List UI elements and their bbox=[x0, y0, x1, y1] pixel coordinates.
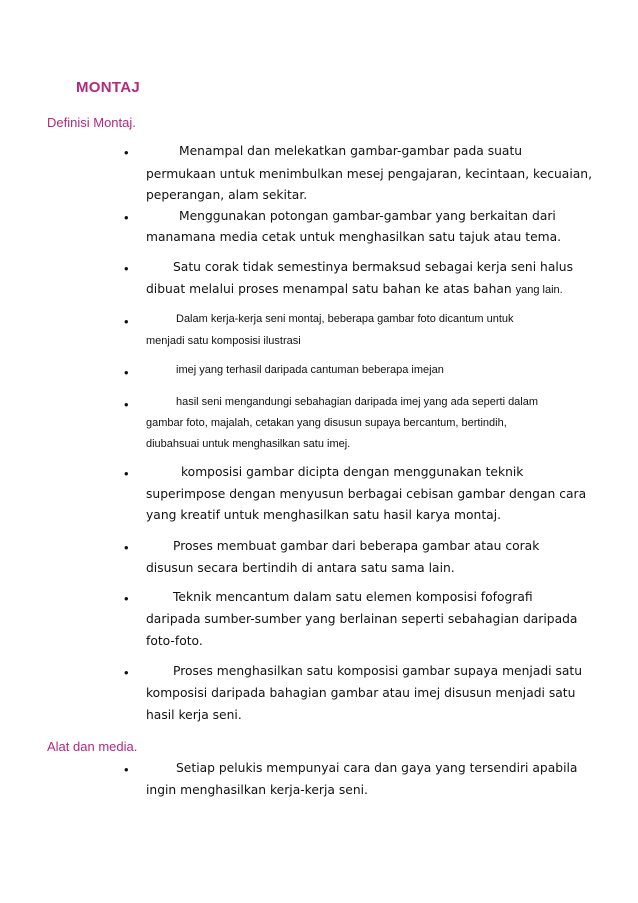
list-item-line: imej yang terhasil daripada cantuman beberapa imejan bbox=[176, 364, 444, 376]
document-title: MONTAJ bbox=[76, 79, 141, 96]
list-item-line: Menggunakan potongan gambar-gambar yang berkaitan dari bbox=[179, 209, 556, 223]
bullet-icon: • bbox=[124, 397, 129, 412]
list-item-line: Menampal dan melekatkan gambar-gambar pada suatu bbox=[179, 144, 523, 158]
list-item-line: Proses menghasilkan satu komposisi gambar supaya menjadi satu bbox=[173, 664, 583, 678]
list-item-line: menjadi satu komposisi ilustrasi bbox=[146, 335, 301, 347]
section-heading-alat-media: Alat dan media. bbox=[47, 739, 138, 754]
list-item-line: komposisi daripada bahagian gambar atau imej disusun menjadi satu bbox=[146, 686, 576, 700]
list-item-line: komposisi gambar dicipta dengan menggunakan teknik bbox=[181, 465, 524, 479]
bullet-icon: • bbox=[124, 261, 129, 276]
list-item-line: diubahsuai untuk menghasilkan satu imej. bbox=[146, 438, 351, 450]
bullet-icon: • bbox=[124, 540, 129, 555]
list-item-line: Teknik mencantum dalam satu elemen komposisi fofografi bbox=[173, 590, 533, 604]
list-item-line: daripada sumber-sumber yang berlainan seperti sebahagian daripada bbox=[146, 612, 578, 626]
list-item-line: yang kreatif untuk menghasilkan satu hasil karya montaj. bbox=[146, 508, 502, 522]
list-item-line: peperangan, alam sekitar. bbox=[146, 188, 308, 202]
section-heading-definisi: Definisi Montaj. bbox=[47, 115, 136, 130]
list-item-line: superimpose dengan menyusun berbagai cebisan gambar dengan cara bbox=[146, 487, 587, 501]
list-item-line: hasil kerja seni. bbox=[146, 708, 242, 722]
list-item-line: disusun secara bertindih di antara satu sama lain. bbox=[146, 561, 455, 575]
list-item-line: manamana media cetak untuk menghasilkan satu tajuk atau tema. bbox=[146, 230, 562, 244]
bullet-icon: • bbox=[124, 466, 129, 481]
list-item-line: Proses membuat gambar dari beberapa gambar atau corak bbox=[173, 539, 540, 553]
list-item-line: ingin menghasilkan kerja-kerja seni. bbox=[146, 783, 368, 797]
list-item-line: Satu corak tidak semestinya bermaksud sebagai kerja seni halus bbox=[173, 260, 573, 274]
bullet-icon: • bbox=[124, 665, 129, 680]
bullet-icon: • bbox=[124, 762, 129, 777]
bullet-icon: • bbox=[124, 145, 129, 160]
list-item-line: gambar foto, majalah, cetakan yang disusun supaya bercantum, bertindih, bbox=[146, 417, 507, 429]
list-item-line: permukaan untuk menimbulkan mesej pengajaran, kecintaan, kecuaian, bbox=[146, 167, 593, 181]
list-item-line: dibuat melalui proses menampal satu bahan ke atas bahan yang lain. bbox=[146, 282, 563, 296]
bullet-icon: • bbox=[124, 210, 129, 225]
bullet-icon: • bbox=[124, 365, 129, 380]
list-item-line: Dalam kerja-kerja seni montaj, beberapa gambar foto dicantum untuk bbox=[176, 313, 514, 325]
list-item-line: Setiap pelukis mempunyai cara dan gaya yang tersendiri apabila bbox=[176, 761, 578, 775]
bullet-icon: • bbox=[124, 591, 129, 606]
list-item-line: hasil seni mengandungi sebahagian daripada imej yang ada seperti dalam bbox=[176, 396, 539, 408]
bullet-icon: • bbox=[124, 314, 129, 329]
list-item-line: foto-foto. bbox=[146, 634, 203, 648]
